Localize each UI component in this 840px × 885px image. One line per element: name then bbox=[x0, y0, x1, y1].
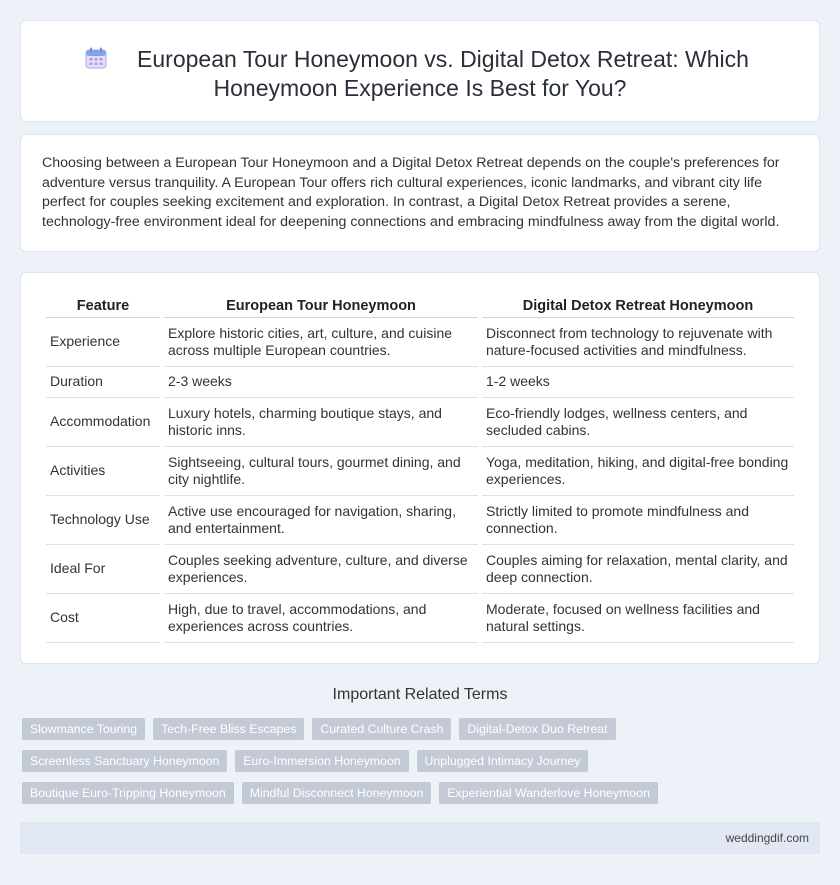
digital-detox-cell: Couples aiming for relaxation, mental clarity, and deep connection. bbox=[482, 545, 794, 594]
european-tour-cell: Luxury hotels, charming boutique stays, and historic inns. bbox=[164, 398, 478, 447]
digital-detox-cell: Strictly limited to promote mindfulness and connection. bbox=[482, 496, 794, 545]
table-row bbox=[46, 447, 794, 496]
table-row bbox=[46, 367, 794, 398]
european-tour-cell: High, due to travel, accommodations, and experiences across countries. bbox=[164, 594, 478, 643]
footer-site-link[interactable]: weddingdif.com bbox=[725, 831, 809, 845]
feature-cell: Accommodation bbox=[46, 398, 160, 447]
table-row bbox=[46, 496, 794, 545]
feature-cell: Cost bbox=[46, 594, 160, 643]
title-card bbox=[20, 20, 820, 122]
related-term-tag[interactable]: Slowmance Touring bbox=[22, 718, 145, 740]
european-tour-cell: Couples seeking adventure, culture, and diverse experiences. bbox=[164, 545, 478, 594]
intro-paragraph: Choosing between a European Tour Honeymoon and a Digital Detox Retreat depends on the couple's preferences for adventure versus tranquility. A European Tour offers rich cultural experiences, iconic landmarks, and vibrant city life perfect for couples seeking excitement and exploration. In contrast, a Digital Detox Retreat provides a serene, technology-free environment ideal for deepening connections and embracing mindfulness away from the digital world. bbox=[42, 155, 780, 230]
table-row bbox=[46, 318, 794, 367]
related-term-tag[interactable]: Unplugged Intimacy Journey bbox=[417, 750, 589, 772]
digital-detox-cell: 1-2 weeks bbox=[482, 367, 794, 398]
digital-detox-cell: Disconnect from technology to rejuvenate with nature-focused activities and mindfulness. bbox=[482, 318, 794, 367]
related-term-tag[interactable]: Experiential Wanderlove Honeymoon bbox=[439, 782, 658, 804]
feature-cell: Duration bbox=[46, 367, 160, 398]
feature-cell: Experience bbox=[46, 318, 160, 367]
comparison-card bbox=[20, 272, 820, 664]
feature-cell: Activities bbox=[46, 447, 160, 496]
table-row bbox=[46, 398, 794, 447]
column-header-feature: Feature bbox=[46, 295, 160, 318]
european-tour-cell: Explore historic cities, art, culture, and cuisine across multiple European countries. bbox=[164, 318, 478, 367]
digital-detox-cell: Eco-friendly lodges, wellness centers, and secluded cabins. bbox=[482, 398, 794, 447]
related-term-tag[interactable]: Euro-Immersion Honeymoon bbox=[235, 750, 408, 772]
european-tour-cell: Active use encouraged for navigation, sharing, and entertainment. bbox=[164, 496, 478, 545]
related-term-tag[interactable]: Tech-Free Bliss Escapes bbox=[153, 718, 304, 740]
page-title: European Tour Honeymoon vs. Digital Detox Retreat: Which Honeymoon Experience Is Best for You? bbox=[137, 46, 749, 101]
related-term-tag[interactable]: Mindful Disconnect Honeymoon bbox=[242, 782, 432, 804]
intro-card bbox=[20, 134, 820, 252]
related-term-tag[interactable]: Digital-Detox Duo Retreat bbox=[459, 718, 615, 740]
table-header-row bbox=[46, 295, 794, 318]
column-header-digital-detox: Digital Detox Retreat Honeymoon bbox=[482, 295, 794, 318]
european-tour-cell: Sightseeing, cultural tours, gourmet dining, and city nightlife. bbox=[164, 447, 478, 496]
table-row bbox=[46, 545, 794, 594]
digital-detox-cell: Moderate, focused on wellness facilities and natural settings. bbox=[482, 594, 794, 643]
related-terms-heading: Important Related Terms bbox=[332, 686, 508, 703]
feature-cell: Technology Use bbox=[46, 496, 160, 545]
related-terms-list bbox=[22, 718, 802, 804]
table-row bbox=[46, 594, 794, 643]
digital-detox-cell: Yoga, meditation, hiking, and digital-free bonding experiences. bbox=[482, 447, 794, 496]
related-term-tag[interactable]: Screenless Sanctuary Honeymoon bbox=[22, 750, 227, 772]
related-term-tag[interactable]: Curated Culture Crash bbox=[312, 718, 451, 740]
feature-cell: Ideal For bbox=[46, 545, 160, 594]
european-tour-cell: 2-3 weeks bbox=[164, 367, 478, 398]
comparison-table bbox=[42, 295, 798, 643]
column-header-european-tour: European Tour Honeymoon bbox=[164, 295, 478, 318]
footer bbox=[20, 822, 820, 854]
related-term-tag[interactable]: Boutique Euro-Tripping Honeymoon bbox=[22, 782, 234, 804]
